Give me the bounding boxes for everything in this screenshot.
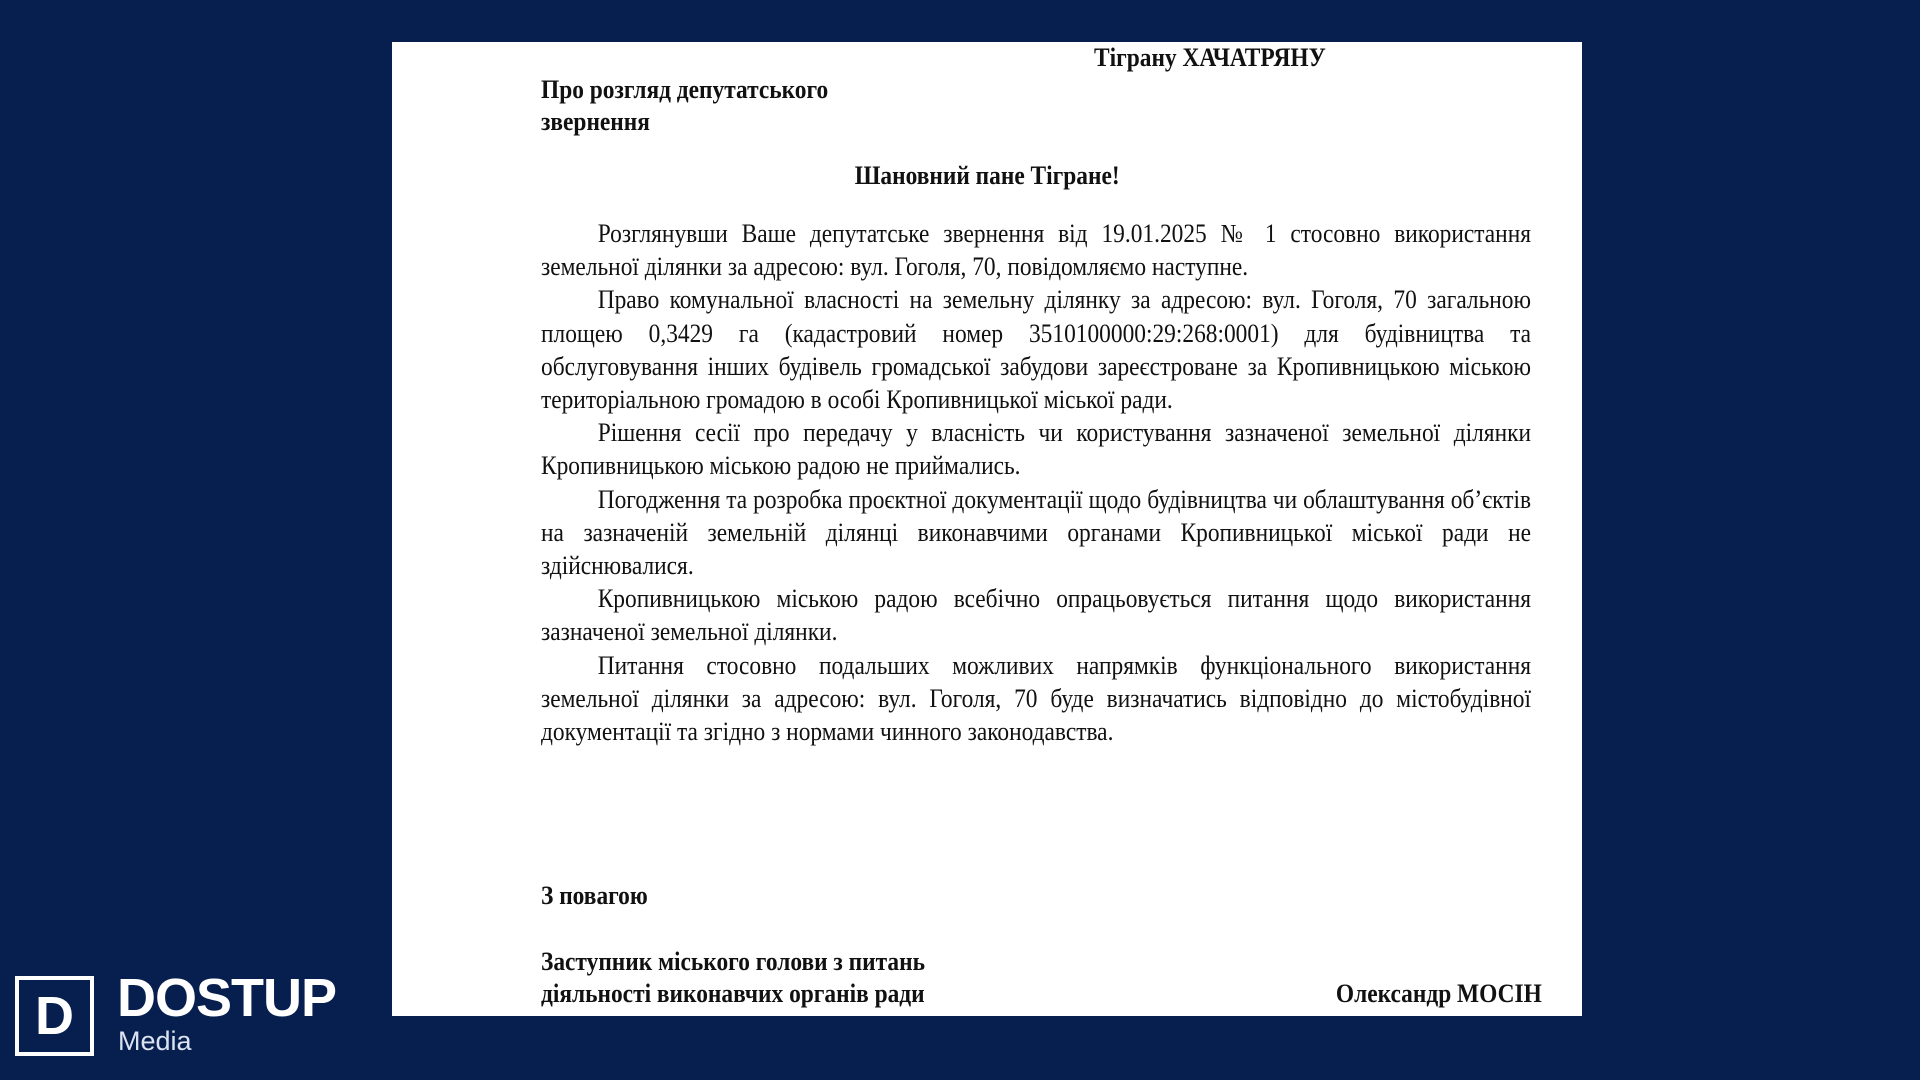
paragraph: Погодження та розробка проєктної документації щодо будівництва чи облаштування об’єктів на зазначеній земельній ділянці виконавчими органами Кропивницької міської ради не здійснювалися.: [541, 484, 1531, 581]
paragraph: Питання стосовно подальших можливих напрямків функціонального використання земельної ділянки за адресою: вул. Гоголя, 70 буде визначатись відповідно до містобудівної документації та згідно з нормами чинного законодавства.: [541, 650, 1531, 747]
greeting-text: Шановний пане Тігране!: [854, 161, 1120, 190]
paragraph: Розглянувши Ваше депутатське звернення від 19.01.2025 № 1 стосовно використання земельної ділянки за адресою: вул. Гоголя, 70, повідомляємо наступне.: [541, 219, 1531, 282]
letter-page: [392, 42, 1582, 1016]
paragraph: Кропивницькою міською радою всебічно опрацьовується питання щодо використання зазначеної земельної ділянки.: [541, 584, 1531, 647]
position-line-1: Заступник міського голови з питань: [541, 947, 925, 976]
logo-d-icon: D: [15, 976, 94, 1056]
signer-position: [541, 946, 925, 1010]
logo-subtitle: Media: [118, 1026, 192, 1056]
signer-name: Олександр МОСІН: [1336, 979, 1542, 1008]
paragraph: Право комунальної власності на земельну ділянку за адресою: вул. Гоголя, 70 загальною площею 0,3429 га (кадастровий номер 3510100000:29:268:0001) для будівництва та обслуговування інших будівель громадської забудови зареєстроване за Кропивницькою міською територіальною громадою в особі Кропивницької міської ради.: [541, 285, 1531, 415]
addressee: Тіграну ХАЧАТРЯНУ: [1094, 43, 1326, 72]
letter-subject: [541, 74, 901, 138]
subject-line-2: звернення: [541, 107, 650, 136]
position-line-2: діяльності виконавчих органів ради: [541, 979, 925, 1008]
subject-line-1: Про розгляд депутатського: [541, 75, 829, 104]
greeting: [392, 160, 1582, 192]
paragraph: Рішення сесії про передачу у власність чи користування зазначеної земельної ділянки Кропивницькою міською радою не приймались.: [541, 418, 1531, 481]
closing-regards: З повагою: [541, 881, 648, 910]
logo-name: DOSTUP: [117, 968, 337, 1028]
letter-body: [541, 217, 1531, 748]
